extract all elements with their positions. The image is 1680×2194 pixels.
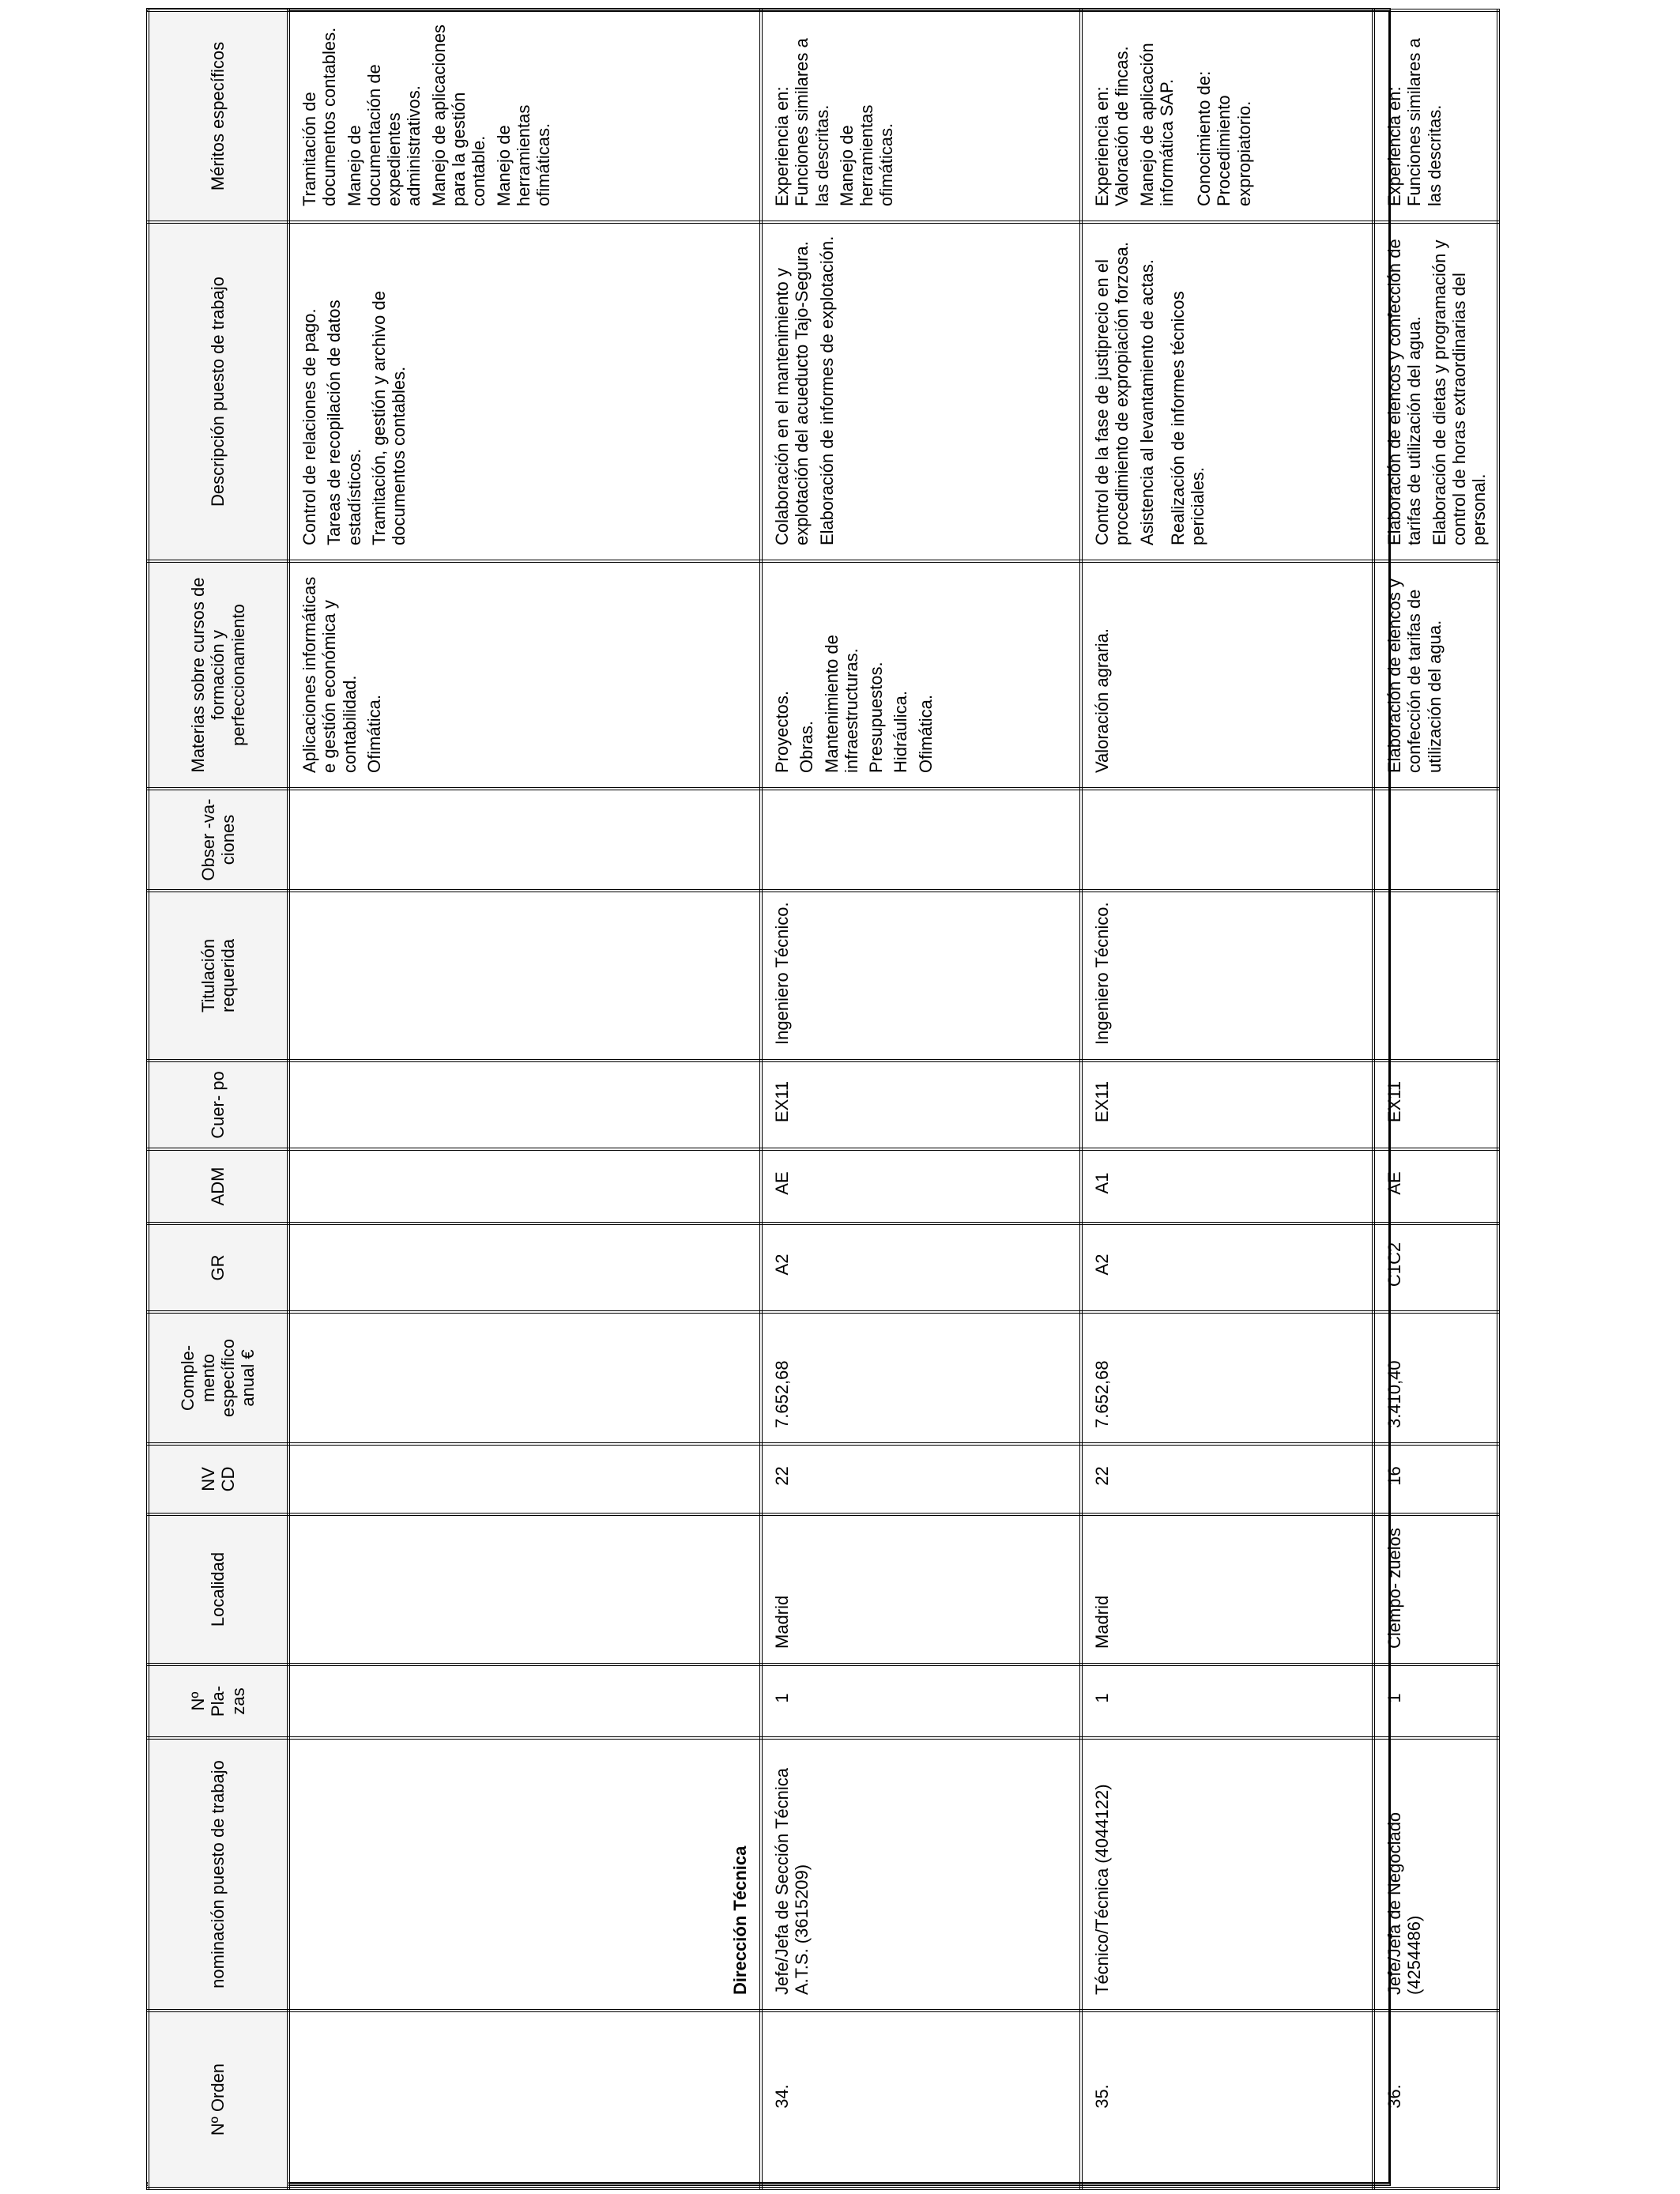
cell-titulacion	[1373, 891, 1498, 1061]
cell-descripcion	[761, 222, 1081, 561]
text-line: Tramitación de documentos contables.	[299, 27, 340, 206]
cell-orden	[288, 2011, 761, 2188]
cell-observaciones	[1081, 789, 1373, 891]
cell-materias	[761, 561, 1081, 789]
cell-complemento	[288, 1312, 761, 1444]
cell-plazas: 1	[1081, 1664, 1373, 1738]
text-line: Realización de informes técnicos periciales.	[1167, 291, 1208, 545]
header-complemento: Comple- mento específico anual €	[148, 1312, 288, 1444]
text-line: Control de la fase de justiprecio en el procedimiento de expropiación forzosa.	[1092, 241, 1132, 545]
text-line: Ofimática.	[363, 694, 384, 773]
cell-adm: AE	[1373, 1149, 1498, 1223]
text-line: Elaboración de elencos y confección de tarifas de utilización del agua.	[1384, 239, 1425, 545]
cell-orden: 35.	[1081, 2011, 1373, 2188]
cell-adm: A1	[1081, 1149, 1373, 1223]
cell-localidad	[288, 1514, 761, 1664]
cell-meritos	[1373, 10, 1498, 222]
cell-nivel	[288, 1444, 761, 1514]
cell-denominacion: Jefe/Jefa de Sección Técnica A.T.S. (3615209)	[761, 1738, 1081, 2011]
text-line: Elaboración de dietas y programación y control de horas extraordinarias del personal.	[1429, 239, 1490, 545]
text-line: Manejo de aplicación informática SAP.	[1136, 43, 1177, 206]
header-plazas: Nº Pla- zas	[148, 1664, 288, 1738]
cell-denominacion: Técnico/Técnica (4044122)	[1081, 1738, 1373, 2011]
cell-denominacion	[288, 1738, 761, 2011]
rotated-table-wrapper	[146, 12, 1490, 2190]
cell-localidad: Madrid	[761, 1514, 1081, 1664]
cell-nivel: 16	[1373, 1444, 1498, 1514]
text-line: Manejo de aplicaciones para la gestión contable.	[428, 25, 489, 206]
cell-observaciones	[761, 789, 1081, 891]
cell-meritos	[288, 10, 761, 222]
cell-complemento: 7.652,68	[761, 1312, 1081, 1444]
text-line: Manejo de herramientas ofimáticas.	[836, 104, 897, 206]
cell-orden: 34.	[761, 2011, 1081, 2188]
text-line: Mantenimiento de infraestructuras.	[821, 635, 861, 773]
cell-materias	[288, 561, 761, 789]
text-line: Hidráulica.	[891, 691, 911, 773]
cell-complemento: 3.410,40	[1373, 1312, 1498, 1444]
cell-plazas: 1	[761, 1664, 1081, 1738]
job-positions-table	[146, 9, 1500, 2190]
cell-plazas	[288, 1664, 761, 1738]
cell-cuerpo: EX11	[1081, 1061, 1373, 1149]
header-adm: ADM	[148, 1149, 288, 1223]
header-meritos: Méritos específicos	[148, 10, 288, 222]
header-titulacion: Titulación requerida	[148, 891, 288, 1061]
text-line: Asistencia al levantamiento de actas.	[1136, 259, 1157, 545]
text-line: Colaboración en el mantenimiento y explotación del acueducto Tajo-Segura.	[772, 241, 812, 545]
table-row	[1081, 10, 1373, 2188]
cell-complemento: 7.652,68	[1081, 1312, 1373, 1444]
cell-grupo	[288, 1223, 761, 1312]
text-line: Valoración agraria.	[1092, 628, 1112, 773]
text-line: Proyectos.	[772, 691, 792, 773]
cell-denominacion: Jefe/Jefa de Negociado (4254486)	[1373, 1738, 1498, 2011]
cell-nivel: 22	[761, 1444, 1081, 1514]
section-title: Dirección Técnica	[729, 1845, 750, 1995]
header-nivel: NV CD	[148, 1444, 288, 1514]
cell-adm	[288, 1149, 761, 1223]
cell-titulacion: Ingeniero Técnico.	[1081, 891, 1373, 1061]
cell-cuerpo	[288, 1061, 761, 1149]
cell-titulacion: Ingeniero Técnico.	[761, 891, 1081, 1061]
text-line: Control de relaciones de pago.	[299, 308, 319, 545]
cell-meritos	[761, 10, 1081, 222]
cell-adm: AE	[761, 1149, 1081, 1223]
header-cuerpo: Cuer- po	[148, 1061, 288, 1149]
header-localidad: Localidad	[148, 1514, 288, 1664]
text-line: Obras.	[797, 720, 817, 773]
cell-plazas: 1	[1373, 1664, 1498, 1738]
table-row	[1373, 10, 1498, 2188]
cell-observaciones	[288, 789, 761, 891]
header-descripcion: Descripción puesto de trabajo	[148, 222, 288, 561]
text-line: Presupuestos.	[866, 662, 887, 773]
table-row-continuation	[288, 10, 761, 2188]
cell-meritos	[1081, 10, 1373, 222]
cell-cuerpo: EX11	[761, 1061, 1081, 1149]
cell-materias	[1081, 561, 1373, 789]
header-grupo: GR	[148, 1223, 288, 1312]
text-line: Elaboración de informes de explotación.	[816, 236, 837, 545]
text-line: Manejo de documentación de expedientes administrativos.	[344, 64, 424, 206]
text-line: Tareas de recopilación de datos estadísticos.	[324, 300, 364, 545]
cell-grupo: A2	[1081, 1223, 1373, 1312]
cell-grupo: C1C2	[1373, 1223, 1498, 1312]
text-line: Aplicaciones informáticas e gestión económica y contabilidad.	[299, 576, 360, 773]
cell-localidad: Ciempo- zuelos	[1373, 1514, 1498, 1664]
text-line: Experiencia en: Funciones similares a las descritas.	[1384, 38, 1445, 206]
cell-descripcion	[288, 222, 761, 561]
cell-grupo: A2	[761, 1223, 1081, 1312]
cell-descripcion	[1373, 222, 1498, 561]
text-line: Ofimática.	[915, 694, 936, 773]
header-materias: Materias sobre cursos de formación y perfeccionamiento	[148, 561, 288, 789]
cell-localidad: Madrid	[1081, 1514, 1373, 1664]
cell-orden: 36.	[1373, 2011, 1498, 2188]
header-row	[148, 10, 288, 2188]
text-line: Experiencia en: Valoración de fincas.	[1092, 46, 1132, 206]
header-observaciones: Obser -va- ciones	[148, 789, 288, 891]
text-line: Elaboración de elencos y confección de tarifas de utilización del agua.	[1384, 579, 1445, 773]
header-orden: Nº Orden	[148, 2011, 288, 2188]
text-line: Manejo de herramientas ofimáticas.	[493, 104, 554, 206]
cell-titulacion	[288, 891, 761, 1061]
cell-materias	[1373, 561, 1498, 789]
cell-nivel: 22	[1081, 1444, 1373, 1514]
table-row	[761, 10, 1081, 2188]
header-denominacion: nominación puesto de trabajo	[148, 1738, 288, 2011]
text-line: Tramitación, gestión y archivo de documentos contables.	[368, 291, 409, 545]
document-page	[146, 8, 1490, 2186]
cell-descripcion	[1081, 222, 1373, 561]
text-line: Conocimiento de: Procedimiento expropiatorio.	[1194, 70, 1254, 206]
cell-observaciones	[1373, 789, 1498, 891]
cell-cuerpo: EX11	[1373, 1061, 1498, 1149]
text-line: Experiencia en: Funciones similares a las descritas.	[772, 38, 832, 206]
